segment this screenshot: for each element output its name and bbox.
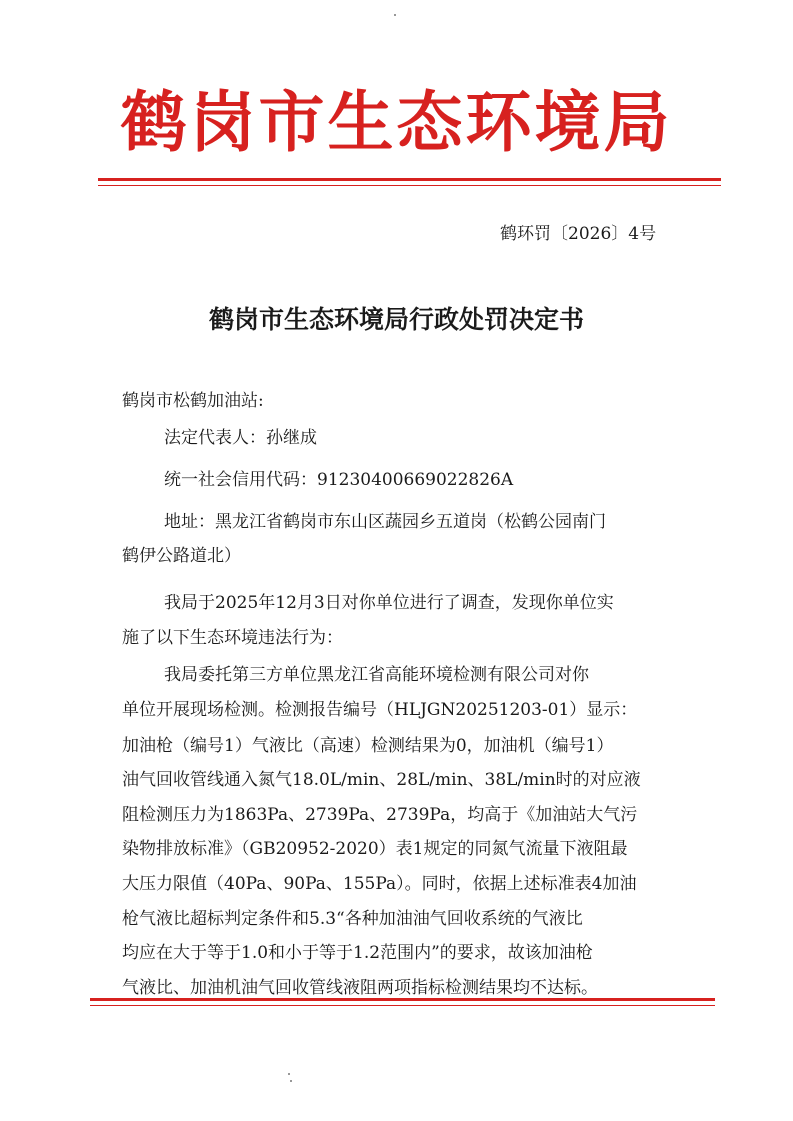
document-title: 鹤岗市生态环境局行政处罚决定书 — [208, 305, 584, 334]
addressee-line: 鹤岗市松鹤加油站: — [122, 391, 264, 411]
paragraph-line: 均应在大于等于1.0和小于等于1.2范围内”的要求，故该加油枪 — [122, 943, 593, 963]
paragraph-line: 施了以下生态环境违法行为： — [122, 628, 343, 648]
paragraph-line: 大压力限值（40Pa、90Pa、155Pa）。同时，依据上述标准表4加油 — [122, 874, 637, 894]
paragraph-line: 阻检测压力为1863Pa、2739Pa、2739Pa，均高于《加油站大气污 — [122, 805, 638, 825]
footer-rule-thick — [90, 998, 715, 1001]
header-rule-thick — [98, 178, 721, 181]
paragraph-line: 我局委托第三方单位黑龙江省高能环境检测有限公司对你 — [164, 665, 589, 685]
paragraph-line: 枪气液比超标判定条件和5.3“各种加油油气回收系统的气液比 — [122, 909, 583, 929]
header-rule-thin — [98, 185, 721, 186]
address-line: 地址：黑龙江省鹤岗市东山区蔬园乡五道岗（松鹤公园南门 — [164, 512, 606, 532]
scan-speck — [394, 14, 396, 16]
paragraph-line: 单位开展现场检测。检测报告编号（HLJGN20251203-01）显示： — [122, 700, 638, 720]
paragraph-line: 加油枪（编号1）气液比（高速）检测结果为0，加油机（编号1） — [122, 736, 614, 756]
scan-speck — [288, 1073, 290, 1075]
scan-speck — [290, 1080, 292, 1082]
address-line-continued: 鹤伊公路道北） — [122, 546, 241, 566]
footer-rule-thin — [90, 1005, 715, 1006]
paragraph-line: 染物排放标准》（GB20952-2020）表1规定的同氮气流量下液阻最 — [122, 839, 628, 859]
document-number: 鹤环罚〔2026〕4号 — [500, 224, 657, 244]
credit-code-line: 统一社会信用代码：91230400669022826A — [164, 470, 514, 490]
agency-header-title: 鹤岗市生态环境局 — [120, 84, 673, 161]
paragraph-line: 气液比、加油机油气回收管线液阻两项指标检测结果均不达标。 — [122, 978, 598, 998]
paragraph-line: 油气回收管线通入氮气18.0L/min、28L/min、38L/min时的对应液 — [122, 770, 641, 790]
paragraph-line: 我局于2025年12月3日对你单位进行了调查，发现你单位实 — [164, 593, 614, 613]
legal-representative-line: 法定代表人：孙继成 — [164, 428, 317, 448]
